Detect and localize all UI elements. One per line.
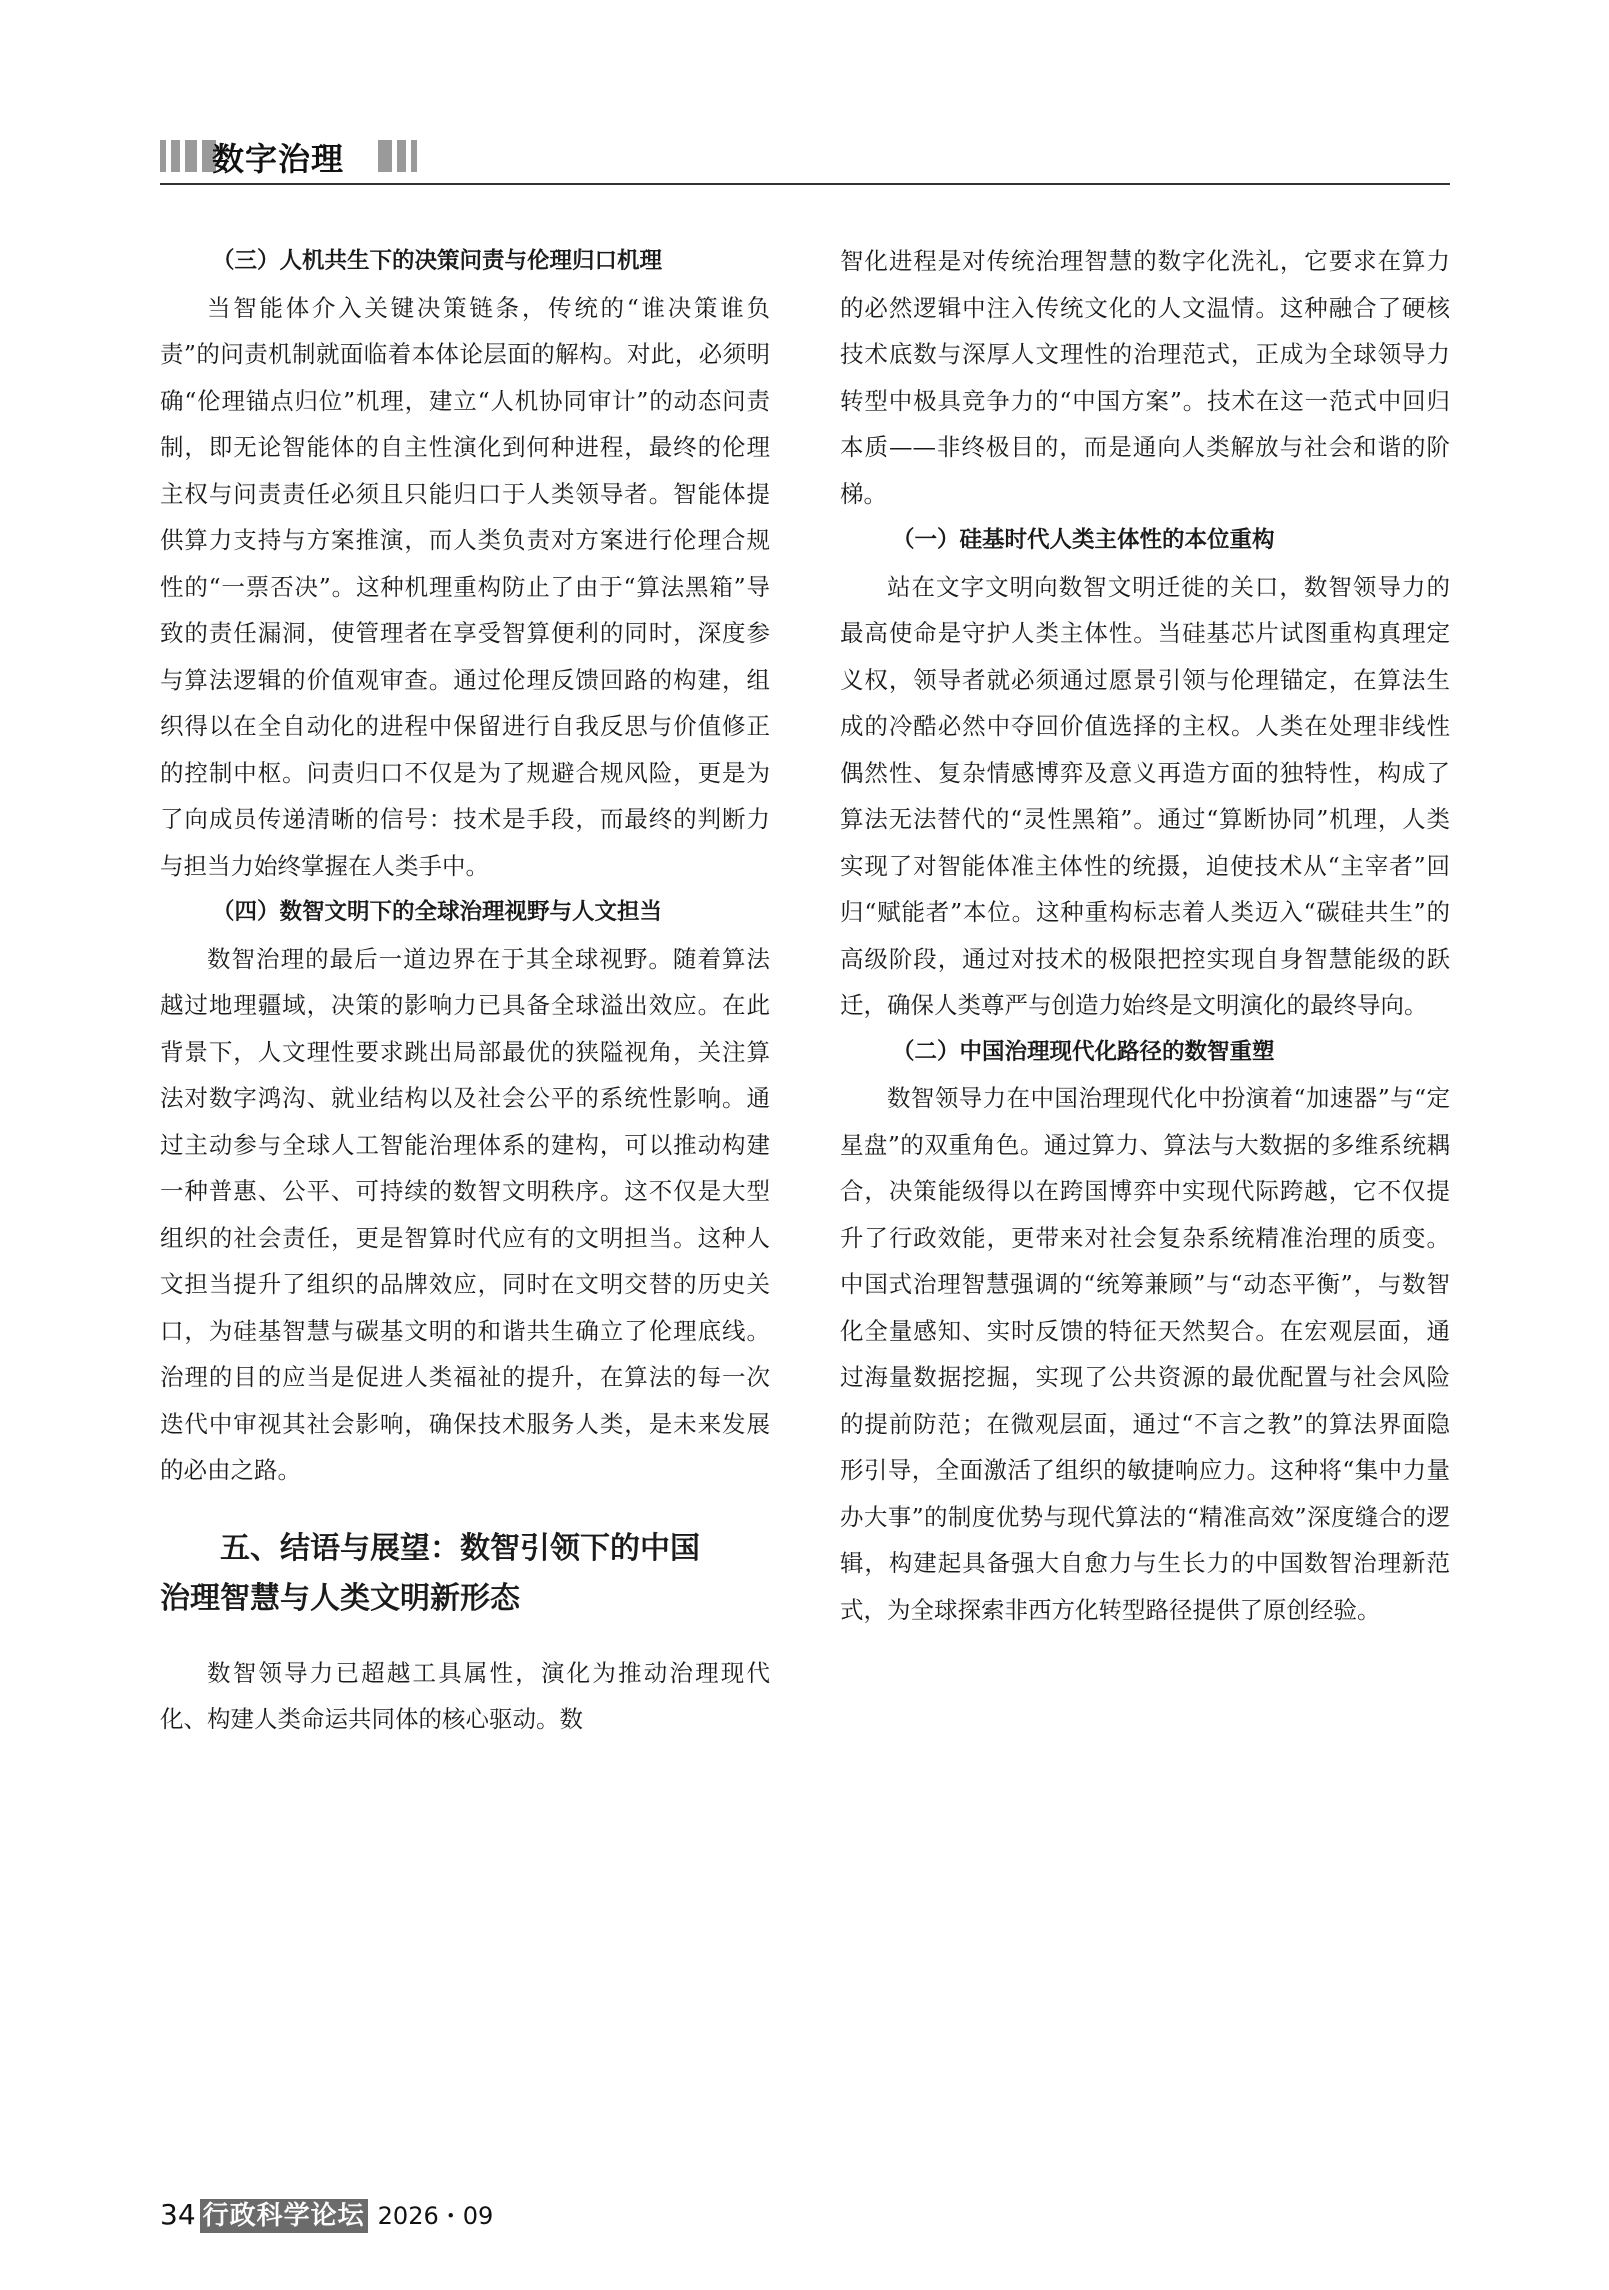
running-header [160,132,1450,180]
header-decoration-right [378,140,417,172]
header-decoration-left [160,140,216,172]
subsection-heading-3: （三）人机共生下的决策问责与伦理归口机理 [212,248,663,274]
subsection-heading-1: （一）硅基时代人类主体性的本位重构 [892,527,1275,553]
paragraph: 数智治理的最后一道边界在于其全球视野。随着算法越过地理疆域，决策的影响力已具备全球溢出效应。在此背景下，人文理性要求跳出局部最优的狭隘视角，关注算法对数字鸿沟、就业结构以及社会公平的系统性影响。通过主动参与全球人工智能治理体系的建构，可以推动构建一种普惠、公平、可持续的数智文明秩序。这不仅是大型组织的社会责任，更是智算时代应有的文明担当。这种人文担当提升了组织的品牌效应，同时在文明交替的历史关口，为硅基智慧与碳基文明的和谐共生确立了伦理底线。治理的目的应当是促进人类福祉的提升，在算法的每一次迭代中审视其社会影响，确保技术服务人类，是未来发展的必由之路。 [160,944,770,1484]
paragraph: 数智领导力已超越工具属性，演化为推动治理现代化、构建人类命运共同体的核心驱动。数 [160,1658,770,1733]
paragraph: 当智能体介入关键决策链条，传统的“谁决策谁负责”的问责机制就面临着本体论层面的解构。对此，必须明确“伦理锚点归位”机理，建立“人机协同审计”的动态问责制，即无论智能体的自主性演化到何种进程，最终的伦理主权与问责责任必须且只能归口于人类领导者。智能体提供算力支持与方案推演，而人类负责对方案进行伦理合规性的“一票否决”。这种机理重构防止了由于“算法黑箱”导致的责任漏洞，使管理者在享受智算便利的同时，深度参与算法逻辑的价值观审查。通过伦理反馈回路的构建，组织得以在全自动化的进程中保留进行自我反思与价值修正的控制中枢。问责归口不仅是为了规避合规风险，更是为了向成员传递清晰的信号：技术是手段，而最终的判断力与担当力始终掌握在人类手中。 [160,293,770,880]
section-heading-line-2: 治理智慧与人类文明新形态 [160,1580,520,1616]
journal-name: 行政科学论坛 [200,2199,368,2233]
left-column [160,238,770,1743]
issue-label: 2026・09 [377,2202,494,2230]
header-rule [160,183,1450,185]
right-column [840,238,1450,1633]
section-heading-line-1: 五、结语与展望：数智引领下的中国 [220,1530,700,1566]
section-title: 数字治理 [212,140,345,178]
section-heading-5 [160,1524,770,1624]
paragraph-continued: 智化进程是对传统治理智慧的数字化洗礼，它要求在算力的必然逻辑中注入传统文化的人文温情。这种融合了硬核技术底数与深厚人文理性的治理范式，正成为全球领导力转型中极具竞争力的“中国方案”。技术在这一范式中回归本质——非终极目的，而是通向人类解放与社会和谐的阶梯。 [840,247,1450,508]
page-footer [160,2196,493,2236]
subsection-heading-2: （二）中国治理现代化路径的数智重塑 [892,1038,1275,1065]
page-number: 34 [160,2198,196,2231]
paragraph: 数智领导力在中国治理现代化中扮演着“加速器”与“定星盘”的双重角色。通过算力、算法与大数据的多维系统耦合，决策能级得以在跨国博弈中实现代际跨越，它不仅提升了行政效能，更带来对社会复杂系统精准治理的质变。中国式治理智慧强调的“统筹兼顾”与“动态平衡”，与数智化全量感知、实时反馈的特征天然契合。在宏观层面，通过海量数据挖掘，实现了公共资源的最优配置与社会风险的提前防范；在微观层面，通过“不言之教”的算法界面隐形引导，全面激活了组织的敏捷响应力。这种将“集中力量办大事”的制度优势与现代算法的“精准高效”深度缝合的逻辑，构建起具备强大自愈力与生长力的中国数智治理新范式，为全球探索非西方化转型路径提供了原创经验。 [840,1084,1450,1624]
subsection-heading-4: （四）数智文明下的全球治理视野与人文担当 [212,899,663,925]
paragraph: 站在文字文明向数智文明迁徙的关口，数智领导力的最高使命是守护人类主体性。当硅基芯片试图重构真理定义权，领导者就必须通过愿景引领与伦理锚定，在算法生成的冷酷必然中夺回价值选择的主权。人类在处理非线性偶然性、复杂情感博弈及意义再造方面的独特性，构成了算法无法替代的“灵性黑箱”。通过“算断协同”机理，人类实现了对智能体准主体性的统摄，迫使技术从“主宰者”回归“赋能者”本位。这种重构标志着人类迈入“碳硅共生”的高级阶段，通过对技术的极限把控实现自身智慧能级的跃迁，确保人类尊严与创造力始终是文明演化的最终导向。 [840,572,1450,1019]
